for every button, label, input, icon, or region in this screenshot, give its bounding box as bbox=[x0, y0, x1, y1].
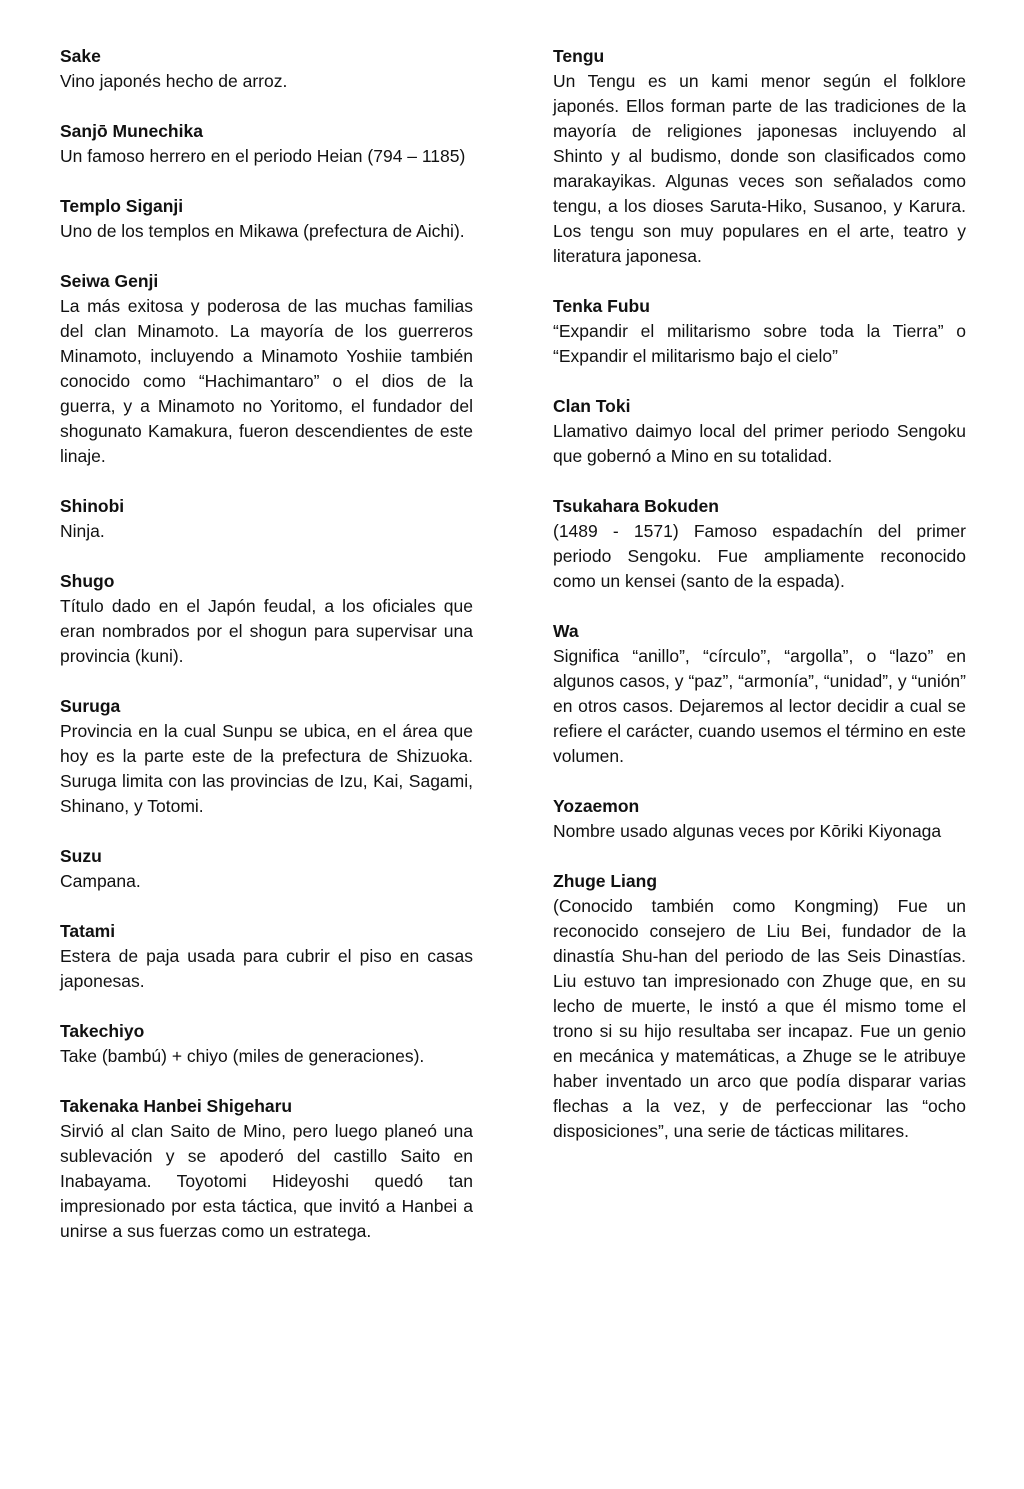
entry-definition: Sirvió al clan Saito de Mino, pero luego planeó una sublevación y se apoderó del castillo Saito en Inabayama. Toyotomi Hideyoshi quedó tan impresionado por esta táctica, que invitó a Hanbei a unirse a sus fuerzas como un estratega. bbox=[60, 1121, 473, 1241]
entry-definition: Campana. bbox=[60, 871, 141, 891]
entry-term: Clan Toki bbox=[553, 396, 631, 416]
entry-term: Suruga bbox=[60, 696, 121, 716]
entry-definition: Nombre usado algunas veces por Kōriki Kiyonaga bbox=[553, 821, 942, 841]
entry-term: Sake bbox=[60, 46, 101, 66]
glossary-entry bbox=[60, 1019, 473, 1069]
glossary-entry bbox=[60, 119, 473, 169]
entry-term: Takenaka Hanbei Shigeharu bbox=[60, 1096, 293, 1116]
glossary-column-left bbox=[60, 44, 473, 1269]
entry-definition: Un famoso herrero en el periodo Heian (794 – 1185) bbox=[60, 146, 466, 166]
entry-definition: Vino japonés hecho de arroz. bbox=[60, 71, 288, 91]
glossary-entry bbox=[60, 494, 473, 544]
entry-term: Seiwa Genji bbox=[60, 271, 159, 291]
entry-definition: “Expandir el militarismo sobre toda la Tierra” o “Expandir el militarismo bajo el cielo” bbox=[553, 321, 966, 366]
entry-term: Tenka Fubu bbox=[553, 296, 650, 316]
entry-term: Shinobi bbox=[60, 496, 125, 516]
entry-term: Shugo bbox=[60, 571, 115, 591]
entry-definition: Significa “anillo”, “círculo”, “argolla”, o “lazo” en algunos casos, y “paz”, “armonía”, “unidad”, y “unión” en otros casos. Dejaremos al lector decidir a cual se refiere el carácter, cuando usemos el término en este volumen. bbox=[553, 646, 966, 766]
glossary-entry bbox=[553, 294, 966, 369]
glossary-entry bbox=[60, 844, 473, 894]
entry-definition: Llamativo daimyo local del primer periodo Sengoku que gobernó a Mino en su totalidad. bbox=[553, 421, 966, 466]
glossary-entry bbox=[60, 694, 473, 819]
entry-definition: Take (bambú) + chiyo (miles de generaciones). bbox=[60, 1046, 425, 1066]
glossary-entry bbox=[60, 569, 473, 669]
entry-definition: Uno de los templos en Mikawa (prefectura de Aichi). bbox=[60, 221, 465, 241]
glossary-entry bbox=[553, 619, 966, 769]
entry-term: Sanjō Munechika bbox=[60, 121, 203, 141]
entry-definition: Provincia en la cual Sunpu se ubica, en el área que hoy es la parte este de la prefectura de Shizuoka. Suruga limita con las provincias de Izu, Kai, Sagami, Shinano, y Totomi. bbox=[60, 721, 473, 816]
glossary-entry bbox=[553, 794, 966, 844]
entry-definition: Título dado en el Japón feudal, a los oficiales que eran nombrados por el shogun para supervisar una provincia (kuni). bbox=[60, 596, 473, 666]
glossary-entry bbox=[553, 494, 966, 594]
glossary-column-right bbox=[553, 44, 966, 1169]
entry-definition: Un Tengu es un kami menor según el folklore japonés. Ellos forman parte de las tradiciones de la mayoría de religiones japonesas incluyendo al Shinto y al budismo, donde son clasificados como marakayikas. Algunas veces son señalados como tengu, a los dioses Saruta-Hiko, Susanoo, y Karura. Los tengu son muy populares en el arte, teatro y literatura japonesa. bbox=[553, 71, 966, 266]
entry-term: Templo Siganji bbox=[60, 196, 184, 216]
entry-definition: (Conocido también como Kongming) Fue un reconocido consejero de Liu Bei, fundador de la dinastía Shu-han del periodo de las Seis Dinastías. Liu estuvo tan impresionado con Zhuge que, en su lecho de muerte, le instó a que él mismo tome el trono si su hijo resultaba ser incapaz. Fue un genio en mecánica y matemáticas, a Zhuge se le atribuye haber inventado un arco que podía disparar varias flechas a la vez, y de perfeccionar las “ocho disposiciones”, una serie de tácticas militares. bbox=[553, 896, 966, 1141]
glossary-entry bbox=[60, 1094, 473, 1244]
entry-term: Wa bbox=[553, 621, 579, 641]
entry-definition: La más exitosa y poderosa de las muchas familias del clan Minamoto. La mayoría de los guerreros Minamoto, incluyendo a Minamoto Yoshiie también conocido como “Hachimantaro” o el dios de la guerra, y a Minamoto no Yoritomo, el fundador del shogunato Kamakura, fueron descendientes de este linaje. bbox=[60, 296, 473, 466]
glossary-entry bbox=[60, 194, 473, 244]
entry-definition: Estera de paja usada para cubrir el piso en casas japonesas. bbox=[60, 946, 473, 991]
entry-term: Zhuge Liang bbox=[553, 871, 658, 891]
entry-term: Tsukahara Bokuden bbox=[553, 496, 719, 516]
glossary-entry bbox=[60, 919, 473, 994]
glossary-entry bbox=[60, 269, 473, 469]
glossary-entry bbox=[553, 869, 966, 1144]
entry-term: Yozaemon bbox=[553, 796, 640, 816]
glossary-entry bbox=[60, 44, 473, 94]
entry-term: Tatami bbox=[60, 921, 116, 941]
glossary-entry bbox=[553, 44, 966, 269]
glossary-entry bbox=[553, 394, 966, 469]
entry-term: Suzu bbox=[60, 846, 102, 866]
entry-definition: (1489 - 1571) Famoso espadachín del primer periodo Sengoku. Fue ampliamente reconocido como un kensei (santo de la espada). bbox=[553, 521, 966, 591]
entry-term: Tengu bbox=[553, 46, 605, 66]
entry-definition: Ninja. bbox=[60, 521, 105, 541]
entry-term: Takechiyo bbox=[60, 1021, 145, 1041]
